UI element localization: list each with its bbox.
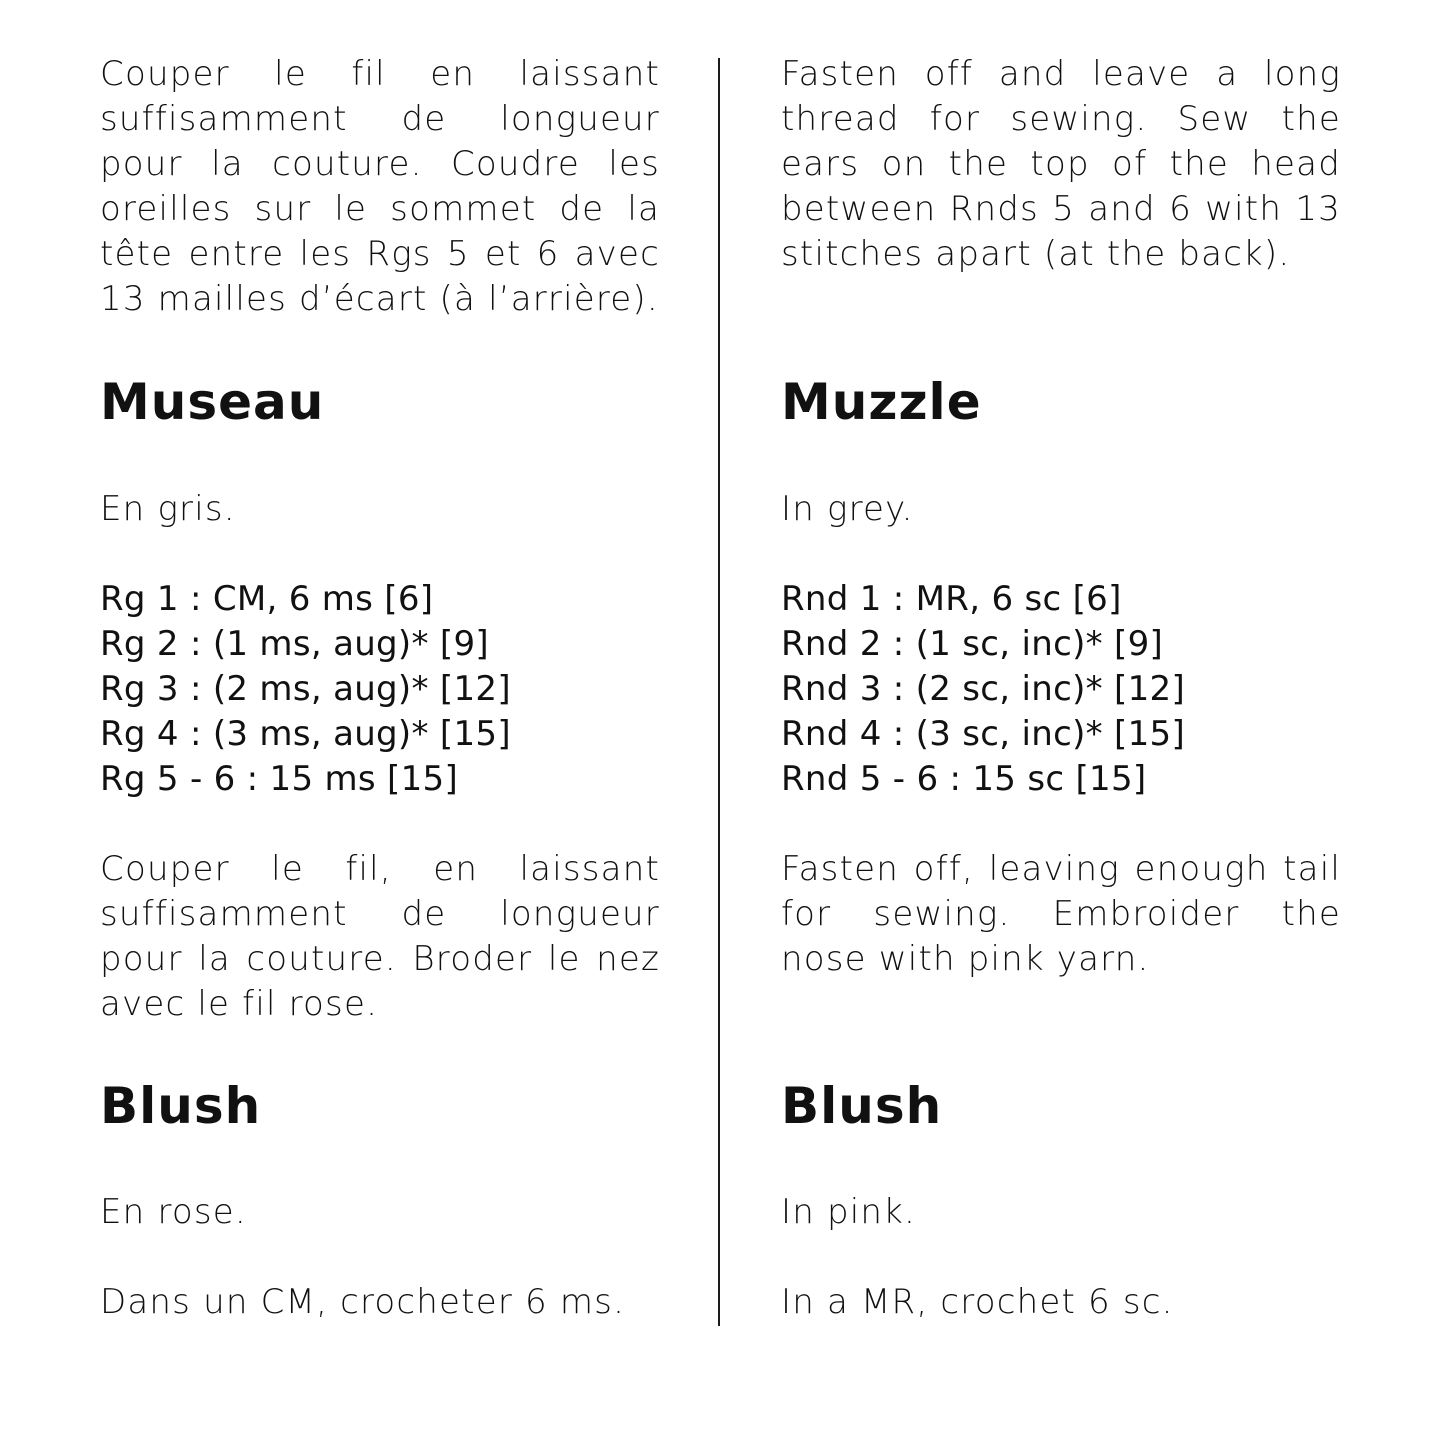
round-line: Rnd 4 : (3 sc, inc)* [15] [781, 714, 1186, 754]
round-line: Rg 4 : (3 ms, aug)* [15] [100, 714, 511, 754]
round-line: Rnd 2 : (1 sc, inc)* [9] [781, 624, 1164, 664]
round-line: Rg 3 : (2 ms, aug)* [12] [100, 669, 511, 709]
blush-instruction: In a MR, crochet 6 sc. [781, 1282, 1174, 1322]
blush-color-note: En rose. [100, 1192, 247, 1232]
muzzle-finish-paragraph: Couper le fil, en laissant suffisamment de longueur pour la couture. Broder le nez avec le fil rose. [100, 849, 660, 1024]
round-line: Rnd 1 : MR, 6 sc [6] [781, 579, 1122, 619]
round-line: Rg 2 : (1 ms, aug)* [9] [100, 624, 489, 664]
ears-sewing-paragraph: Couper le fil en laissant suffisamment de longueur pour la couture. Coudre les oreilles sur le sommet de la tête entre les Rgs 5 et 6 avec 13 mailles d’écart (à l’arrière). [100, 54, 660, 319]
muzzle-color-note: En gris. [100, 489, 236, 529]
round-line: Rnd 3 : (2 sc, inc)* [12] [781, 669, 1186, 709]
muzzle-heading: Muzzle [781, 373, 982, 431]
ears-sewing-paragraph: Fasten off and leave a long thread for sewing. Sew the ears on the top of the head between Rnds 5 and 6 with 13 stitches apart (at the back). [781, 54, 1341, 274]
blush-instruction: Dans un CM, crocheter 6 ms. [100, 1282, 626, 1322]
muzzle-finish-paragraph: Fasten off, leaving enough tail for sewing. Embroider the nose with pink yarn. [781, 849, 1341, 979]
round-line: Rnd 5 - 6 : 15 sc [15] [781, 759, 1147, 799]
round-line: Rg 5 - 6 : 15 ms [15] [100, 759, 459, 799]
muzzle-color-note: In grey. [781, 489, 914, 529]
muzzle-heading: Museau [100, 373, 325, 431]
blush-color-note: In pink. [781, 1192, 917, 1232]
blush-heading: Blush [781, 1077, 943, 1135]
muzzle-rounds-list [781, 577, 1341, 802]
round-line: Rg 1 : CM, 6 ms [6] [100, 579, 434, 619]
blush-heading: Blush [100, 1077, 262, 1135]
column-divider [718, 58, 720, 1326]
muzzle-rounds-list [100, 577, 660, 802]
